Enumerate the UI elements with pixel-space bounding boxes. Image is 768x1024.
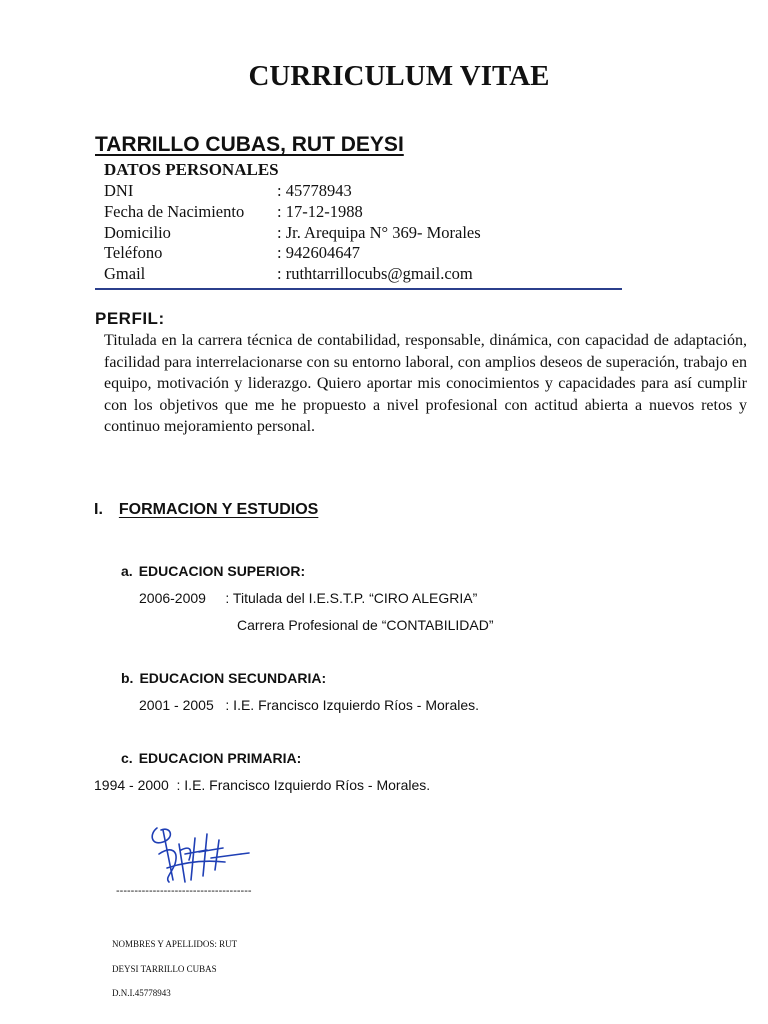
higher-education-heading <box>121 563 305 579</box>
profile-text: Titulada en la carrera técnica de contabilidad, responsable, dinámica, con capacidad de adaptación, facilidad para interrelacionarse con su entorno laboral, con amplios deseos de superación, trabajo en equipo, motivación y liderazgo. Quiero aportar mis conocimientos y capacidades para así cumplir con los objetivos que me he propuesto a nivel profesional con actitud abierta a nuevos retos y continuo mejoramiento personal. <box>104 332 747 436</box>
primary-education-heading <box>121 750 301 766</box>
personal-row-phone <box>104 243 360 263</box>
personal-row-email <box>104 264 473 284</box>
row-label: DNI <box>104 181 134 200</box>
sub-letter: a. <box>121 563 133 579</box>
row-value: : 17-12-1988 <box>277 202 363 221</box>
personal-row-birthdate <box>104 202 363 222</box>
row-value: : 45778943 <box>277 181 352 200</box>
row-label: Domicilio <box>104 223 171 242</box>
signature-line: ------------------------------------- <box>116 885 252 897</box>
secondary-education-line: 2001 - 2005 : I.E. Francisco Izquierdo Ríos - Morales. <box>139 697 480 713</box>
row-label: Teléfono <box>104 243 163 262</box>
signature-name-line2: DEYSI TARRILLO CUBAS <box>112 964 217 974</box>
signature-dni: D.N.I.45778943 <box>112 988 171 998</box>
row-label: Fecha de Nacimiento <box>104 202 245 221</box>
personal-row-address <box>104 223 481 243</box>
sub-title: EDUCACION SUPERIOR: <box>138 563 306 579</box>
row-value: : Jr. Arequipa N° 369- Morales <box>277 223 481 242</box>
row-value: : 942604647 <box>277 243 360 262</box>
secondary-education-heading <box>121 670 326 686</box>
section-divider <box>95 288 622 290</box>
section-title: FORMACION Y ESTUDIOS <box>118 501 319 518</box>
personal-data-heading: DATOS PERSONALES <box>104 160 279 179</box>
primary-education-line: 1994 - 2000 : I.E. Francisco Izquierdo Ríos - Morales. <box>94 777 431 793</box>
education-section-heading <box>94 501 318 519</box>
document-title: CURRICULUM VITAE <box>248 60 550 92</box>
profile-heading: PERFIL: <box>95 309 165 328</box>
higher-education-career: Carrera Profesional de “CONTABILIDAD” <box>237 617 494 633</box>
row-value: : ruthtarrillocubs@gmail.com <box>277 264 473 283</box>
row-label: Gmail <box>104 264 146 283</box>
sub-title: EDUCACION SECUNDARIA: <box>139 670 327 686</box>
sub-title: EDUCACION PRIMARIA: <box>138 750 302 766</box>
handwritten-signature <box>145 820 255 890</box>
personal-row-dni <box>104 181 352 201</box>
sub-letter: c. <box>121 750 133 766</box>
signature-name-line1: NOMBRES Y APELLIDOS: RUT <box>112 939 238 949</box>
sub-letter: b. <box>121 670 134 686</box>
section-numeral: I. <box>94 501 103 518</box>
higher-education-line: 2006-2009 : Titulada del I.E.S.T.P. “CIRO ALEGRIA” <box>139 590 478 606</box>
person-name: TARRILLO CUBAS, RUT DEYSI <box>95 133 404 156</box>
